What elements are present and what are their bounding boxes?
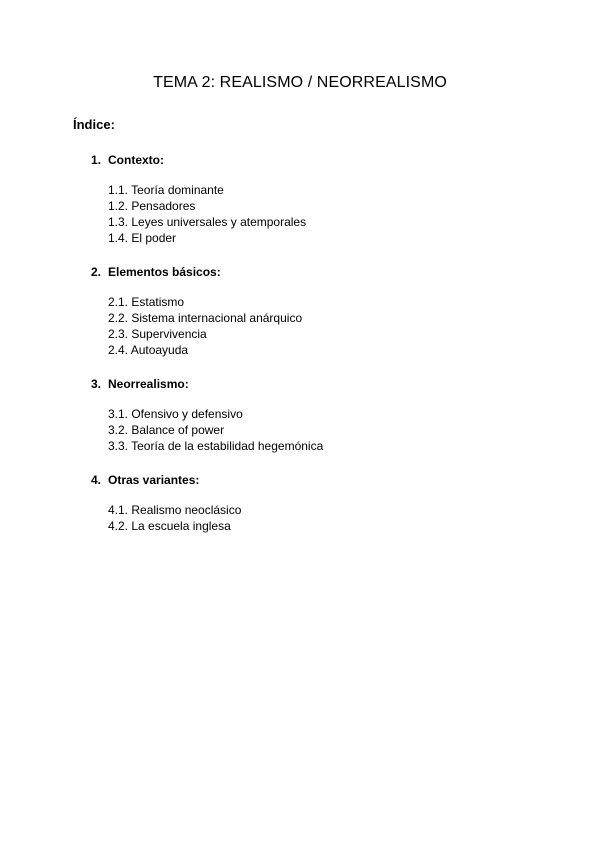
subsection-list — [108, 406, 551, 454]
subsection-list — [108, 502, 551, 534]
subsection-item: 3.3. Teoría de la estabilidad hegemónica — [108, 439, 324, 453]
subsection-list — [108, 182, 551, 246]
section-label: Neorrealismo: — [108, 377, 189, 391]
page-title: TEMA 2: REALISMO / NEORREALISMO — [153, 74, 447, 91]
subsection-item: 3.1. Ofensivo y defensivo — [108, 407, 243, 421]
index-section-neorrealismo — [91, 376, 551, 454]
section-number: 1. — [91, 153, 102, 167]
section-number: 2. — [91, 265, 102, 279]
index-section-elementos-basicos — [91, 264, 551, 358]
section-heading — [91, 472, 551, 488]
subsection-item: 4.1. Realismo neoclásico — [108, 503, 242, 517]
section-label: Otras variantes: — [108, 473, 200, 487]
subsection-item: 1.3. Leyes universales y atemporales — [108, 215, 307, 229]
section-label: Contexto: — [108, 153, 164, 167]
subsection-item: 2.3. Supervivencia — [108, 327, 207, 341]
subsection-item: 1.1. Teoría dominante — [108, 183, 224, 197]
index-section-contexto — [91, 152, 551, 246]
subsection-item: 1.4. El poder — [108, 231, 177, 245]
index-section-otras-variantes — [91, 472, 551, 534]
subsection-item: 4.2. La escuela inglesa — [108, 519, 231, 533]
section-number: 4. — [91, 473, 102, 487]
section-label: Elementos básicos: — [108, 265, 221, 279]
subsection-item: 2.1. Estatismo — [108, 295, 185, 309]
section-number: 3. — [91, 377, 102, 391]
subsection-item: 2.2. Sistema internacional anárquico — [108, 311, 303, 325]
section-heading — [91, 264, 551, 280]
subsection-item: 1.2. Pensadores — [108, 199, 196, 213]
subsection-item: 3.2. Balance of power — [108, 423, 225, 437]
subsection-list — [108, 294, 551, 358]
section-heading — [91, 152, 551, 168]
index-heading: Índice: — [73, 117, 115, 132]
subsection-item: 2.4. Autoayuda — [108, 343, 189, 357]
section-heading — [91, 376, 551, 392]
